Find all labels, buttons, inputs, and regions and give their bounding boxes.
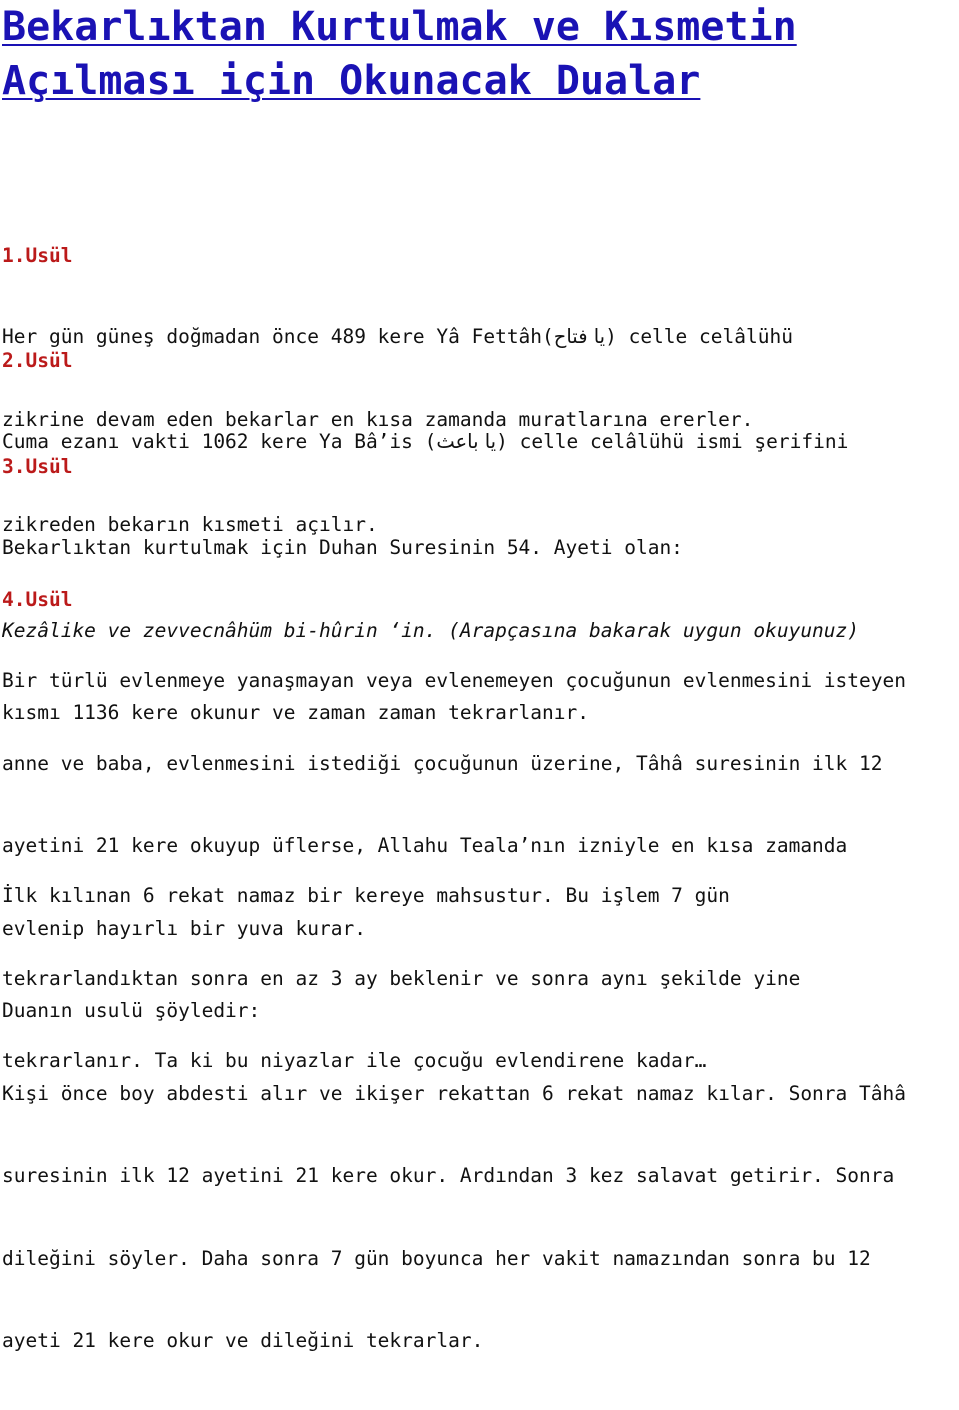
paragraph-line: kısmı 1136 kere okunur ve zaman zaman tekrarlanır. bbox=[2, 701, 589, 724]
paragraph-line: tekrarlanır. Ta ki bu niyazlar ile çocuğu evlendirene kadar… bbox=[2, 1049, 707, 1072]
paragraph-line: tekrarlandıktan sonra en az 3 ay beklenir ve sonra aynı şekilde yine bbox=[2, 966, 801, 990]
paragraph-line: İlk kılınan 6 rekat namaz bir kereye mahsustur. Bu işlem 7 gün bbox=[2, 884, 730, 907]
paragraph-line: Duanın usulü şöyledir: bbox=[2, 999, 261, 1022]
paragraph-line: Cuma ezanı vakti 1062 kere Ya Bâ’is (يا باعث) celle celâlühü ismi şerifini bbox=[2, 430, 849, 453]
section-label: Usül bbox=[25, 455, 73, 478]
paragraph-line: ayetini 21 kere okuyup üflerse, Allahu Teala’nın izniyle en kısa zamanda bbox=[2, 834, 848, 857]
paragraph-line: zikreden bekarın kısmeti açılır. bbox=[2, 512, 378, 536]
section-number: 2. bbox=[2, 349, 26, 372]
paragraph-line: anne ve baba, evlenmesini istediği çocuğunun üzerine, Tâhâ suresinin ilk 12 bbox=[2, 751, 883, 775]
paragraph-line: Her gün güneş doğmadan önce 489 kere Yâ Fettâh(يا فتاح) celle celâlühü bbox=[2, 325, 793, 348]
paragraph-line: ayeti 21 kere okur ve dileğini tekrarlar. bbox=[2, 1329, 484, 1352]
paragraph-line: evlenip hayırlı bir yuva kurar. bbox=[2, 916, 366, 940]
closing-paragraph bbox=[2, 827, 800, 1130]
arabic-text: يا باعث bbox=[436, 430, 497, 453]
article-title-line-2[interactable]: Açılması için Okunacak Dualar bbox=[2, 58, 701, 104]
article-title[interactable] bbox=[2, 0, 959, 108]
paragraph-line: suresinin ilk 12 ayetini 21 kere okur. Ardından 3 kez salavat getirir. Sonra bbox=[2, 1164, 895, 1187]
arabic-text: يا فتاح bbox=[553, 325, 606, 348]
section-heading bbox=[2, 587, 906, 612]
verse-line: Kezâlike ve zevvecnâhüm bi-hûrin ‘in. (Arapçasına bakarak uygun okuyunuz) bbox=[2, 618, 860, 642]
paragraph-line: Bekarlıktan kurtulmak için Duhan Suresinin 54. Ayeti olan: bbox=[2, 536, 683, 559]
section-number: 4. bbox=[2, 588, 26, 611]
section-label: Usül bbox=[25, 588, 73, 611]
section-heading bbox=[2, 243, 793, 268]
paragraph-line: Kişi önce boy abdesti alır ve ikişer rekattan 6 rekat namaz kılar. Sonra Tâhâ bbox=[2, 1081, 906, 1105]
section-heading bbox=[2, 348, 848, 373]
section-label: Usül bbox=[25, 349, 73, 372]
section-number: 1. bbox=[2, 244, 26, 267]
section-number: 3. bbox=[2, 455, 26, 478]
paragraph-line: zikrine devam eden bekarlar en kısa zamanda muratlarına ererler. bbox=[2, 407, 754, 431]
paragraph-line: dileğini söyler. Daha sonra 7 gün boyunca her vakit namazından sonra bu 12 bbox=[2, 1246, 871, 1270]
section-label: Usül bbox=[25, 244, 73, 267]
paragraph-line: Bir türlü evlenmeye yanaşmayan veya evlenemeyen çocuğunun evlenmesini isteyen bbox=[2, 669, 906, 692]
article-title-line-1[interactable]: Bekarlıktan Kurtulmak ve Kısmetin bbox=[2, 4, 797, 50]
section-heading bbox=[2, 454, 859, 479]
